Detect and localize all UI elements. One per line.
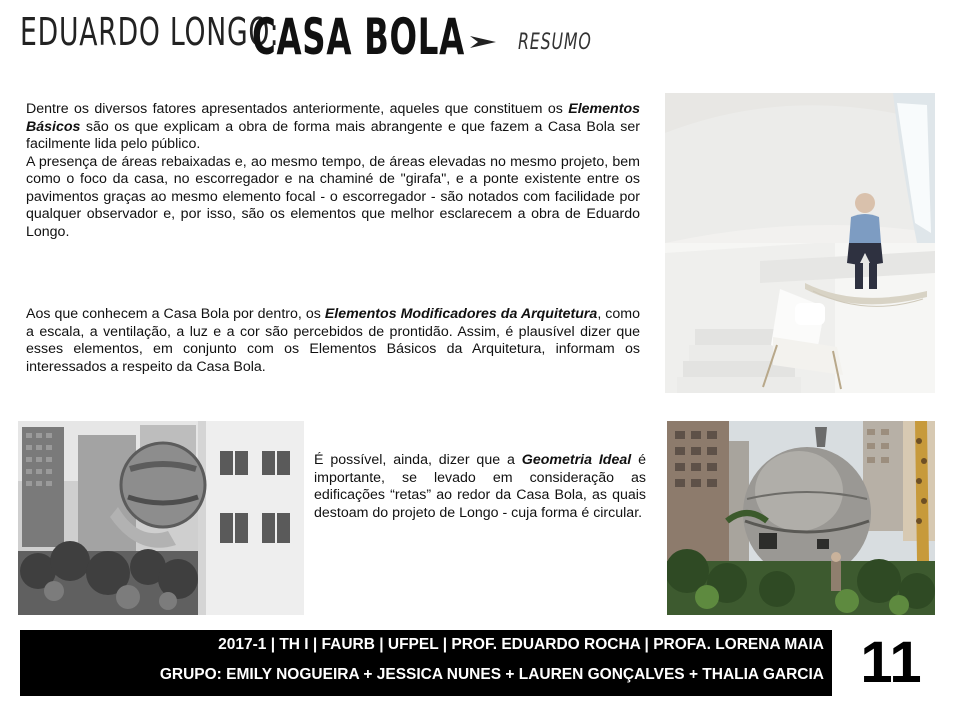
emphasis-text: Elementos Básicos [26, 101, 640, 135]
author-name: EDUARDO LONGO: [20, 10, 280, 54]
paragraph-text: , como a escala, a ventilação, a luz e a cor são percebidos de prontidão. Assim, é plausível dizer que esses elementos, em conjunto com os Elementos Básicos da Arquitetura, informam os interessados a respeito da Casa Bola. [26, 306, 640, 375]
project-name: CASA BOLA [252, 8, 465, 66]
paragraph-text: A presença de áreas rebaixadas e, ao mesmo tempo, de áreas elevadas no mesmo projeto, bem como o foco da casa, no escorregador e na chaminé de "girafa", e a ponte existente entre os pavimentos graças ao mesmo elemento focal - o escorregador - são notados com facilidade por qualquer observador e, por isso, são os elementos que melhor esclarecem a obra de Eduardo Longo. [26, 153, 640, 240]
page-number: 11 [860, 630, 922, 695]
paragraph-elementos-modificadores [26, 306, 640, 376]
footer-course-line: 2017-1 | TH I | FAURB | UFPEL | PROF. EDUARDO ROCHA | PROFA. LORENA MAIA [218, 636, 824, 653]
arrow-right-icon [468, 34, 498, 55]
exterior-photo [667, 421, 935, 615]
footer-group-line: GRUPO: EMILY NOGUEIRA + JESSICA NUNES + LAUREN GONÇALVES + THALIA GARCIA [159, 666, 824, 683]
paragraph-text: são os que explicam a obra de forma mais abrangente e que fazem a Casa Bola ser facilmente lida pelo público. [26, 118, 640, 152]
paragraph-geometria-ideal [314, 452, 646, 522]
paragraph-elementos-basicos [26, 101, 640, 241]
footer-bar [20, 630, 832, 696]
section-label: RESUMO [518, 30, 592, 55]
paragraph-text: Aos que conhecem a Casa Bola por dentro, os [26, 306, 325, 322]
page-title [20, 8, 465, 74]
emphasis-text: Geometria Ideal [521, 452, 632, 468]
paragraph-text: é importante, se levado em consideração as edificações “retas” ao redor da Casa Bola, as quais destoam do projeto de Longo - cuja forma é circular. [314, 452, 646, 521]
interior-photo [665, 93, 935, 393]
paragraph-text: Dentre os diversos fatores apresentados anteriormente, aqueles que constituem os [26, 101, 569, 117]
paragraph-text: É possível, ainda, dizer que a [314, 452, 522, 468]
emphasis-text: Elementos Modificadores da Arquitetura [324, 306, 598, 322]
street-photo-bw [18, 421, 304, 615]
